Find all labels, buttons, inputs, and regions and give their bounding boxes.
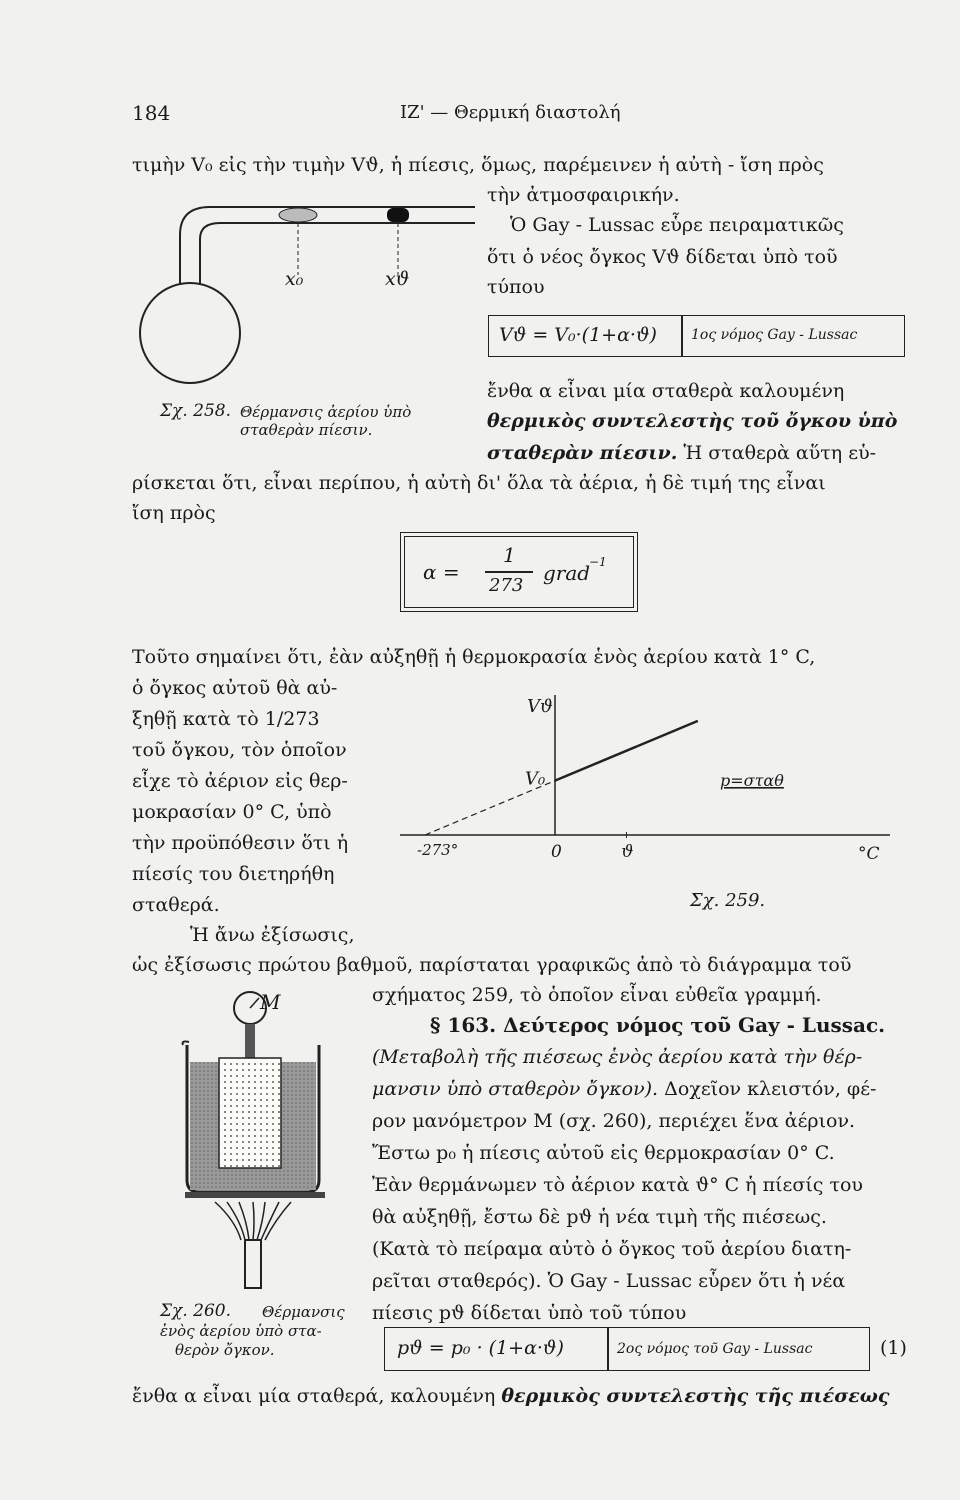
formula-2-numerator: 1 (503, 543, 516, 567)
text-line: ὡς ἐξίσωσις πρώτου βαθμοῦ, παρίσταται γραφικῶς ἀπὸ τὸ διάγραμμα τοῦ (132, 954, 852, 976)
formula-2-exponent: −1 (589, 555, 607, 569)
chart-259 (380, 690, 900, 900)
text-line: ρεῖται σταθερός). Ὁ Gay - Lussac εὗρεν ὅτι ἡ νέα (372, 1270, 846, 1292)
text-line: πίεσίς του διετηρήθη (132, 863, 335, 885)
text-line: τοῦ ὄγκου, τὸν ὁποῖον (132, 739, 347, 761)
label-x-theta: xϑ (385, 268, 410, 290)
text-line: Ἔστω p₀ ἡ πίεσις αὐτοῦ εἰς θερμοκρασίαν 0° C. (372, 1142, 835, 1164)
x-axis-label: °C (858, 844, 880, 864)
y-tick-label-v0: V₀ (525, 768, 546, 790)
formula-2-unit: grad (543, 561, 591, 585)
formula-1-equation: Vϑ = V₀·(1+α·ϑ) (499, 324, 657, 346)
chart-caption: Σχ. 259. (690, 890, 766, 911)
text-line: ὁ ὄγκος αὐτοῦ θὰ αὐ- (132, 677, 338, 699)
text-line: πίεσις pϑ δίδεται ὑπὸ τοῦ τύπου (372, 1302, 687, 1324)
label-x0: x₀ (285, 268, 304, 290)
text-line: ὅτι ὁ νέος ὄγκος Vϑ δίδεται ὑπὸ τοῦ (487, 246, 838, 268)
text-line: μοκρασίαν 0° C, ὑπὸ (132, 801, 332, 823)
figure-258-flask (135, 195, 475, 385)
label-manometer-m: M (260, 990, 281, 1014)
x-tick-label-minus273: -273° (417, 841, 459, 859)
text-line: (Κατὰ τὸ πείραμα αὐτὸ ὁ ὄγκος τοῦ ἀερίου διατη- (372, 1238, 852, 1260)
formula-3-law: 2ος νόμος τοῦ Gay - Lussac (617, 1341, 813, 1357)
text-line: ἴση πρὸς (132, 502, 216, 524)
figure-260-beaker (175, 990, 345, 1290)
section-heading: § 163. Δεύτερος νόμος τοῦ Gay - Lussac. (430, 1013, 886, 1037)
text: Δοχεῖον κλειστόν, φέ- (664, 1078, 877, 1100)
formula-box-3 (384, 1327, 870, 1371)
x-tick-label-zero: 0 (551, 842, 562, 862)
text-line-bold: θερμικὸς συντελεστὴς τοῦ ὄγκου ὑπὸ (487, 410, 898, 432)
text-line: Ἐὰν θερμάνωμεν τὸ ἀέριον κατὰ ϑ° C ἡ πίεσίς του (372, 1174, 863, 1196)
formula-1-law: 1ος νόμος Gay - Lussac (691, 327, 858, 343)
formula-2-denominator: 273 (489, 575, 524, 596)
text-line: τὴν προϋπόθεσιν ὅτι ἡ (132, 832, 349, 854)
formula-box-2 (400, 532, 638, 612)
text-line: Ὁ Gay - Lussac εὗρε πειραματικῶς (510, 214, 844, 236)
text-line: σχήματος 259, τὸ ὁποῖον εἶναι εὐθεῖα γραμμή. (372, 984, 822, 1006)
text-line-italic: (Μεταβολὴ τῆς πιέσεως ἑνὸς ἀερίου κατὰ τὴν θέρ- (372, 1046, 863, 1068)
page-number: 184 (132, 101, 171, 125)
series-line (555, 721, 698, 781)
formula-2-lhs: α = (423, 560, 460, 584)
equation-number: (1) (880, 1337, 907, 1359)
text-line: ρίσκεται ὅτι, εἶναι περίπου, ἡ αὐτὴ δι' ὅλα τὰ ἀέρια, ἡ δὲ τιμή της εἶναι (132, 472, 826, 494)
text-line: εἶχε τὸ ἀέριον εἰς θερ- (132, 770, 348, 792)
text: Ἡ σταθερὰ αὕτη εὑ- (683, 442, 877, 464)
text-bold: θερμικὸς συντελεστὴς τῆς πιέσεως (501, 1385, 890, 1407)
text-line: τιμὴν V₀ εἰς τὴν τιμὴν Vϑ, ἡ πίεσις, ὅμως, παρέμεινεν ἡ αὐτὴ - ἴση πρὸς (132, 154, 824, 176)
text-line: Τοῦτο σημαίνει ὅτι, ἐὰν αὐξηθῇ ἡ θερμοκρασία ἑνὸς ἀερίου κατὰ 1° C, (132, 646, 816, 668)
caption-258-line: Θέρμανσις ἀερίου ὑπὸ (240, 403, 412, 421)
caption-260-line: Θέρμανσις (262, 1303, 345, 1321)
running-title: ΙΖ' — Θερμική διαστολή (400, 102, 621, 123)
text-line: ἔνθα α εἶναι μία σταθερὰ καλουμένη (487, 380, 845, 402)
text-line: Ἡ ἄνω ἐξίσωσις, (190, 924, 355, 946)
caption-258-line: σταθερὰν πίεσιν. (240, 421, 373, 439)
text-line: ξηθῇ κατὰ τὸ 1/273 (132, 708, 320, 730)
caption-260-line: θερὸν ὄγκον. (175, 1341, 275, 1359)
text: ἔνθα α εἶναι μία σταθερά, καλουμένη (132, 1385, 496, 1407)
text-italic: μανσιν ὑπὸ σταθερὸν ὄγκον). (372, 1078, 659, 1100)
text-line: τὴν ἀτμοσφαιρικήν. (487, 184, 680, 206)
series-annotation: p=σταθ (720, 771, 784, 790)
caption-258-number: Σχ. 258. (160, 401, 231, 421)
text-line: σταθερά. (132, 894, 220, 916)
text-line: ρον μανόμετρον M (σχ. 260), περιέχει ἕνα ἀέριον. (372, 1110, 856, 1132)
text-line: τύπου (487, 276, 545, 298)
y-tick-label-vtheta: Vϑ (527, 696, 553, 717)
caption-260-number: Σχ. 260. (160, 1301, 231, 1321)
x-tick-label-theta: ϑ (621, 842, 634, 862)
text-bold: σταθερὰν πίεσιν. (487, 442, 678, 464)
formula-box-1 (488, 315, 905, 357)
caption-260-line: ἑνὸς ἀερίου ὑπὸ στα- (160, 1322, 322, 1340)
text-line: θὰ αὐξηθῇ, ἔστω δὲ pϑ ἡ νέα τιμὴ τῆς πιέσεως. (372, 1206, 827, 1228)
formula-3-equation: pϑ = p₀ · (1+α·ϑ) (397, 1337, 564, 1359)
